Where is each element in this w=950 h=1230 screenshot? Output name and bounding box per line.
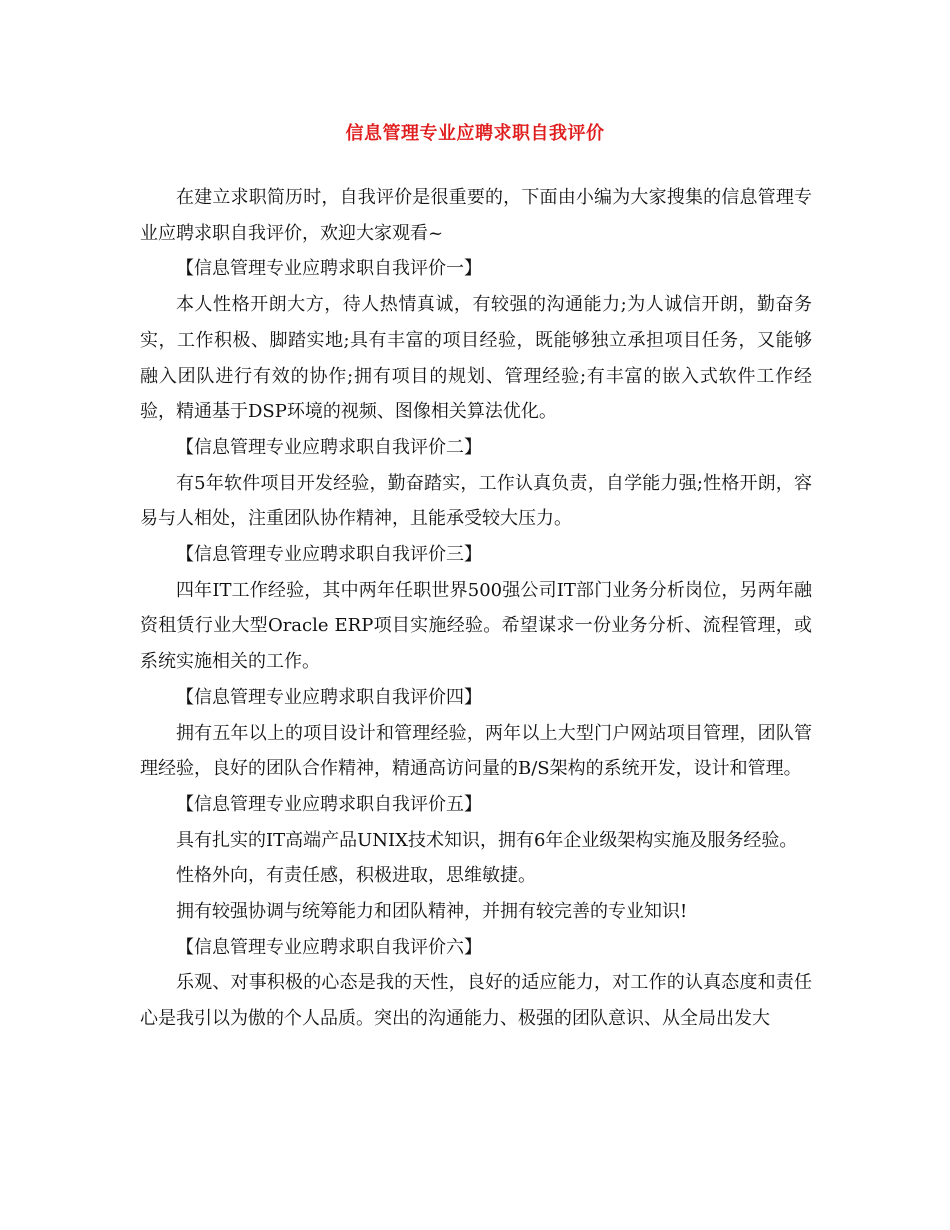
document-title: 信息管理专业应聘求职自我评价 bbox=[345, 123, 605, 144]
section-paragraph-5c: 拥有较强协调与统筹能力和团队精神，并拥有较完善的专业知识! bbox=[176, 901, 688, 923]
section-paragraph-4: 拥有五年以上的项目设计和管理经验，两年以上大型门户网站项目管理，团队管理经验，良好的团队合作精神，精通高访问量的B/S架构的系统开发，设计和管理。 bbox=[140, 722, 812, 780]
section-paragraph-3: 四年IT工作经验，其中两年任职世界500强公司IT部门业务分析岗位，另两年融资租赁行业大型Oracle ERP项目实施经验。希望谋求一份业务分析、流程管理，或系统实施相关的工作。 bbox=[140, 579, 812, 673]
section-paragraph-6: 乐观、对事积极的心态是我的天性，良好的适应能力，对工作的认真态度和责任心是我引以为傲的个人品质。突出的沟通能力、极强的团队意识、从全局出发大 bbox=[140, 972, 812, 1030]
section-paragraph-5a: 具有扎实的IT高端产品UNIX技术知识，拥有6年企业级架构实施及服务经验。 bbox=[176, 829, 798, 851]
document-body bbox=[140, 180, 812, 1037]
section-heading-1: 【信息管理专业应聘求职自我评价一】 bbox=[176, 258, 482, 280]
section-heading-2: 【信息管理专业应聘求职自我评价二】 bbox=[176, 436, 482, 458]
section-heading-5: 【信息管理专业应聘求职自我评价五】 bbox=[176, 793, 482, 815]
intro-paragraph: 在建立求职简历时，自我评价是很重要的，下面由小编为大家搜集的信息管理专业应聘求职自我评价，欢迎大家观看~ bbox=[140, 187, 812, 244]
section-paragraph-5b: 性格外向，有责任感，积极进取，思维敏捷。 bbox=[176, 865, 536, 887]
section-heading-3: 【信息管理专业应聘求职自我评价三】 bbox=[176, 544, 482, 566]
section-heading-6: 【信息管理专业应聘求职自我评价六】 bbox=[176, 936, 482, 958]
section-paragraph-1: 本人性格开朗大方，待人热情真诚，有较强的沟通能力;为人诚信开朗，勤奋务实，工作积极、脚踏实地;具有丰富的项目经验，既能够独立承担项目任务，又能够融入团队进行有效的协作;拥有项目的规划、管理经验;有丰富的嵌入式软件工作经验，精通基于DSP环境的视频、图像相关算法优化。 bbox=[140, 294, 812, 423]
section-heading-4: 【信息管理专业应聘求职自我评价四】 bbox=[176, 686, 482, 708]
section-paragraph-2: 有5年软件项目开发经验，勤奋踏实，工作认真负责，自学能力强;性格开朗，容易与人相处，注重团队协作精神，且能承受较大压力。 bbox=[140, 472, 812, 530]
